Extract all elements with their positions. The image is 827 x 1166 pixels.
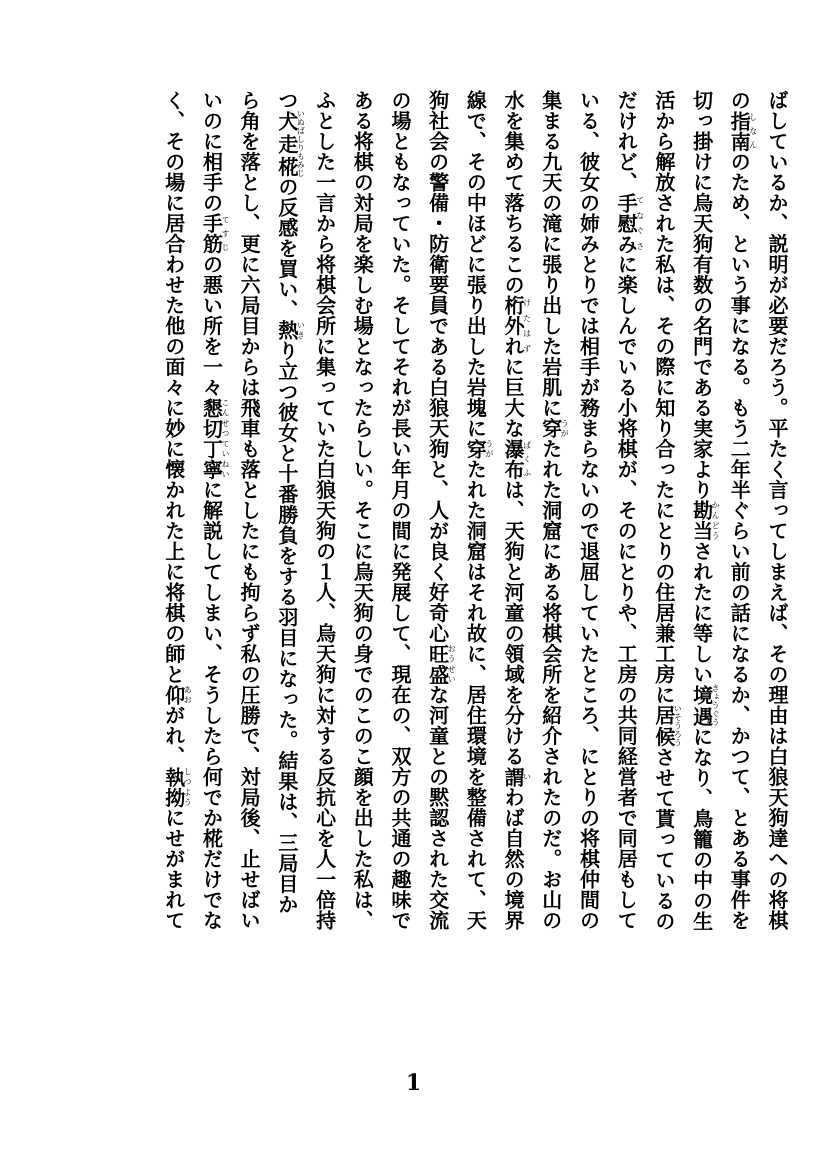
text-column: ある将棋の対局を楽しむ場となったらしい。そこに烏天狗の身でのこのこ顔を出した私は、 [350, 90, 375, 931]
vertical-text-block [40, 90, 795, 1080]
text-column: ふとした一言から将棋会所に集っていた白狼天狗の１人、烏天狗に対する反抗心を人一倍持 [312, 90, 337, 931]
text-column: ばしているか、説明が必要だろう。平たく言ってしまえば、その理由は白狼天狗達への将棋 [765, 90, 789, 931]
text-column: ら角を落とし、更に六局目からは飛車も落としたにも拘らず私の圧勝で、対局後、止せばい [237, 90, 262, 931]
text-column: の場ともなっていた。そしてそれが長い年月の間に発展して、現在の、双方の共通の趣味で [387, 90, 412, 931]
text-column: いのに相手の手筋てすじの悪い所を一々懇切丁寧こんせつていねいに解説してしまい、そうしたら何でか椛だけでな [199, 90, 230, 931]
text-column: だけれど、手慰みてなぐさに楽しんでいる小将棋が、そのにとりや、工房の共同経営者で同居もして [614, 90, 645, 931]
page-number: 1 [405, 1070, 422, 1096]
text-column: 切っ掛けに烏天狗有数の名門である実家より勘当かんどうされたに等しい境遇きょうぐうになり、鳥籠の中の生 [689, 90, 721, 932]
text-column: 狗社会の警備・防衛要員である白狼天狗と、人が良く好奇心旺盛おうせいな河童との黙認された交流 [425, 90, 457, 931]
text-column: 水を集めて落ちるこの桁外れけたはずに巨大な瀑布ばくふは、天狗と河童の領域を分ける謂いわば自然の境界 [501, 90, 532, 931]
text-column: く、その場に居合わせた他の面々に妙に懐かれた上に将棋の師と仰あおがれ、執拗しつようにせがまれて [161, 90, 193, 931]
text-column: 集まる九天の滝に張り出した岩肌に穿うがたれた洞窟にある将棋会所を紹介されたのだ。お山の [538, 90, 570, 931]
text-column: つ犬走椛いぬばしりもみじの反感を買い、熱いきり立つ彼女と十番勝負をする羽目になった。結果は、三局目か [274, 90, 306, 915]
text-column: の指南しなんのため、という事になる。もう二年半ぐらい前の話になるか、かつて、とある事件を [727, 90, 758, 931]
text-column: 線で、その中ほどに張り出した岩塊に穿うがたれた洞窟はそれ故に、居住環境を整備されて、天 [463, 90, 494, 931]
text-column: 活から解放された私は、その際に知り合ったにとりの住居兼工房に居候いそうろうさせて貰っているの [651, 90, 683, 932]
text-column: いる、彼女の姉みとりでは相手が務まらないので退屈していたところ、にとりの将棋仲間の [576, 90, 601, 931]
